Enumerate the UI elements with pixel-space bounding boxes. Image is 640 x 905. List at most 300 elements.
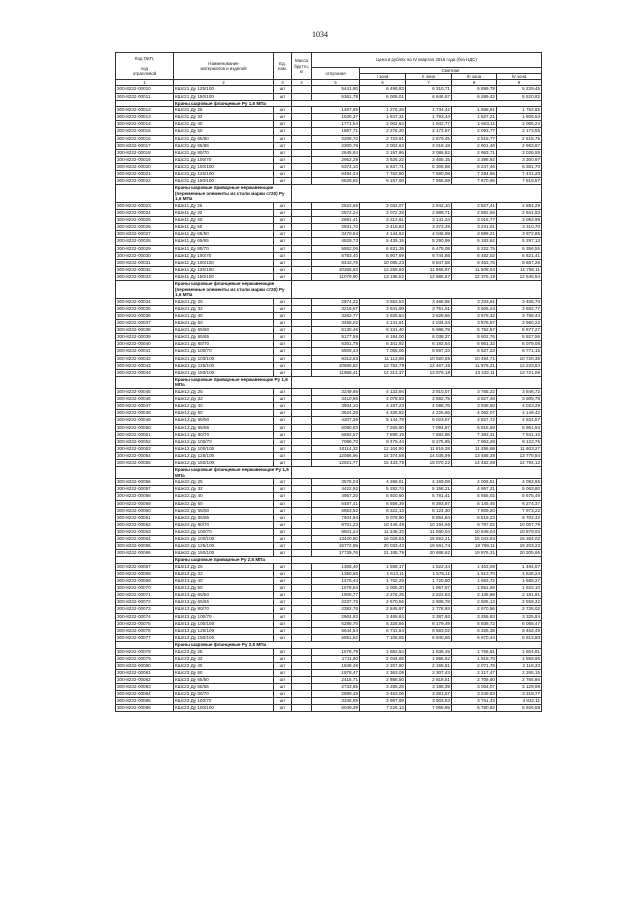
item-name: КШн11 Ду 40 <box>174 217 274 224</box>
item-mass <box>292 410 312 417</box>
item-code: 300-8232-00047 <box>116 403 174 410</box>
item-unit: шт <box>274 298 292 305</box>
item-code: 300-8232-00041 <box>116 348 174 355</box>
item-unit: шт <box>274 313 292 320</box>
price-zone-1: 1 276,26 <box>360 107 406 114</box>
item-mass <box>292 341 312 348</box>
price-zone-2: 3 982,75 <box>406 396 452 403</box>
item-code: 300-8232-00059 <box>116 500 174 507</box>
price-zone-1: 1 847,31 <box>360 114 406 121</box>
item-code: 300-8232-00043 <box>116 362 174 369</box>
item-name: КШн21 Ду 40 <box>174 313 274 320</box>
price-zone-3: 6 145,45 <box>452 500 497 507</box>
item-name: КШс23 Ду 80/70 <box>174 691 274 698</box>
price-zone-4: 10 879,03 <box>497 528 542 535</box>
table-row <box>116 259 542 266</box>
price-zone-2: 6 744,88 <box>406 252 452 259</box>
item-unit: шт <box>274 389 292 396</box>
price-zone-3: 15 043,64 <box>452 536 497 543</box>
price-estimate: 5301,78 <box>312 341 360 348</box>
price-zone-3: 3 827,48 <box>452 396 497 403</box>
item-name: КШн11 Ду 50 <box>174 224 274 231</box>
price-zone-4: 7 441,20 <box>497 171 542 178</box>
item-mass <box>292 403 312 410</box>
item-code: 300-8232-00024 <box>116 210 174 217</box>
item-name: КШн22 Ду 80/70 <box>174 521 274 528</box>
header-unit: Ед. изм. <box>274 53 292 80</box>
item-name: КШн11 Ду 150/100 <box>174 273 274 280</box>
item-code: 300-8232-00058 <box>116 493 174 500</box>
price-zone-4: 6 813,80 <box>497 634 542 641</box>
item-name: КШн11 Ду 32 <box>174 210 274 217</box>
price-zone-3: 10 494,71 <box>452 355 497 362</box>
table-row <box>116 669 542 676</box>
table-row <box>116 252 542 259</box>
item-code: 300-8232-00054 <box>116 452 174 459</box>
price-zone-2: 1 575,11 <box>406 570 452 577</box>
item-mass <box>292 121 312 128</box>
item-unit: шт <box>274 613 292 620</box>
price-zone-3: 12 375,19 <box>452 273 497 280</box>
price-zone-4: 6 066,47 <box>497 620 542 627</box>
item-mass <box>292 156 312 163</box>
price-zone-4: 2 766,86 <box>497 676 542 683</box>
price-zone-3: 18 799,11 <box>452 543 497 550</box>
price-zone-3: 11 358,98 <box>452 445 497 452</box>
price-estimate: 3459,02 <box>312 320 360 327</box>
price-estimate: 2237,75 <box>312 599 360 606</box>
price-zone-2: 4 034,34 <box>406 320 452 327</box>
price-zone-4: 3 026,55 <box>497 149 542 156</box>
item-name: КШн12 Ду 50 <box>174 410 274 417</box>
item-unit: шт <box>274 171 292 178</box>
price-estimate: 3216,67 <box>312 305 360 312</box>
item-code: 300-8232-00035 <box>116 305 174 312</box>
table-row <box>116 438 542 445</box>
price-zone-1: 12 762,79 <box>360 362 406 369</box>
item-code: 300-8232-00080 <box>116 662 174 669</box>
item-mass <box>292 298 312 305</box>
price-zone-1: 7 762,50 <box>360 171 406 178</box>
item-unit: шт <box>274 121 292 128</box>
item-unit: шт <box>274 493 292 500</box>
price-zone-3: 6 222,75 <box>452 245 497 252</box>
item-mass <box>292 273 312 280</box>
price-zone-4: 10 007,79 <box>497 521 542 528</box>
price-zone-4: 8 702,42 <box>497 514 542 521</box>
table-row <box>116 479 542 486</box>
price-zone-4: 1 494,57 <box>497 563 542 570</box>
price-zone-3: 2 882,56 <box>452 210 497 217</box>
price-estimate: 6049,39 <box>312 705 360 712</box>
price-zone-3: 2 135,98 <box>452 592 497 599</box>
item-unit: шт <box>274 606 292 613</box>
price-estimate: 2974,22 <box>312 298 360 305</box>
table-row <box>116 578 542 585</box>
price-zone-3: 11 976,21 <box>452 362 497 369</box>
table-row <box>116 171 542 178</box>
price-estimate: 1978,47 <box>312 669 360 676</box>
table-row <box>116 676 542 683</box>
price-zone-2: 3 372,49 <box>406 224 452 231</box>
price-zone-3: 7 809,20 <box>452 507 497 514</box>
price-estimate: 2899,48 <box>312 691 360 698</box>
price-estimate: 1350,56 <box>312 570 360 577</box>
section-code-cell <box>116 281 174 299</box>
price-zone-3: 3 255,83 <box>452 613 497 620</box>
item-mass <box>292 606 312 613</box>
item-name: КШн11 Ду 100/70 <box>174 252 274 259</box>
price-zone-3: 3 765,22 <box>452 389 497 396</box>
price-zone-3: 6 780,92 <box>452 705 497 712</box>
price-zone-1: 15 433,78 <box>360 459 406 466</box>
price-estimate: 6494,44 <box>312 171 360 178</box>
price-zone-2: 11 080,04 <box>406 528 452 535</box>
price-zone-4: 4 931,57 <box>497 417 542 424</box>
item-mass <box>292 135 312 142</box>
item-mass <box>292 348 312 355</box>
item-code: 300-8232-00068 <box>116 570 174 577</box>
price-estimate: 5783,40 <box>312 252 360 259</box>
item-code: 300-8232-00075 <box>116 620 174 627</box>
item-name: КШс21 Ду 150/100 <box>174 93 274 100</box>
price-zone-4: 6 381,70 <box>497 163 542 170</box>
price-zone-4: 3 960,22 <box>497 320 542 327</box>
table-row <box>116 203 542 210</box>
item-name: КШн22 Ду 65/50 <box>174 507 274 514</box>
section-title: Краны шаровые фланцевые Ру 2,5 МПа <box>174 641 292 648</box>
price-estimate: 2691,41 <box>312 217 360 224</box>
column-number: 2 <box>174 80 274 86</box>
item-mass <box>292 627 312 634</box>
price-zone-4: 2 181,91 <box>497 592 542 599</box>
price-zone-4: 2 941,83 <box>497 210 542 217</box>
price-zone-2: 4 046,99 <box>406 231 452 238</box>
item-name: КШн21 Ду 25 <box>174 298 274 305</box>
price-zone-3: 10 649,04 <box>452 528 497 535</box>
price-zone-1: 6 631,39 <box>360 245 406 252</box>
price-zone-1: 7 265,90 <box>360 424 406 431</box>
price-zone-2: 6 646,67 <box>406 93 452 100</box>
price-zone-4: 6 462,49 <box>497 627 542 634</box>
price-zone-3: 1 766,81 <box>452 648 497 655</box>
section-header-row <box>116 641 542 648</box>
item-name: КШн12 Ду 40 <box>174 403 274 410</box>
table-row <box>116 424 542 431</box>
item-mass <box>292 245 312 252</box>
price-estimate: 6963,52 <box>312 507 360 514</box>
item-unit: шт <box>274 135 292 142</box>
item-unit: шт <box>274 514 292 521</box>
price-estimate: 2904,92 <box>312 613 360 620</box>
section-code-cell <box>116 467 174 479</box>
section-code-cell <box>116 557 174 564</box>
item-name: КШп13 Ду 65/65 <box>174 599 274 606</box>
table-row <box>116 178 542 185</box>
table-row <box>116 585 542 592</box>
price-zone-3: 5 556,02 <box>452 493 497 500</box>
price-zone-1: 4 144,62 <box>360 231 406 238</box>
price-zone-3: 2 963,71 <box>452 149 497 156</box>
price-zone-4: 6 274,37 <box>497 500 542 507</box>
item-unit: шт <box>274 107 292 114</box>
price-zone-4: 7 541,10 <box>497 431 542 438</box>
price-zone-2: 8 124,30 <box>406 507 452 514</box>
item-code: 300-8232-00085 <box>116 698 174 705</box>
price-zone-1: 3 212,61 <box>360 217 406 224</box>
price-estimate: 4422,92 <box>312 486 360 493</box>
item-name: КШн22 Ду 40 <box>174 493 274 500</box>
price-zone-1: 3 415,83 <box>360 224 406 231</box>
table-row <box>116 245 542 252</box>
price-zone-4: 5 063,80 <box>497 486 542 493</box>
table-row <box>116 493 542 500</box>
table-row <box>116 543 542 550</box>
table-row <box>116 563 542 570</box>
item-code: 300-8232-00051 <box>116 431 174 438</box>
item-code: 300-8232-00076 <box>116 627 174 634</box>
price-estimate: 8701,23 <box>312 521 360 528</box>
price-estimate: 3410,96 <box>312 396 360 403</box>
price-zone-4: 3 758,44 <box>497 313 542 320</box>
item-name: КШс23 Ду 32 <box>174 655 274 662</box>
price-zone-4: 1 689,27 <box>497 578 542 585</box>
item-code: 300-8232-00046 <box>116 396 174 403</box>
price-zone-4: 9 667,26 <box>497 259 542 266</box>
price-zone-2: 1 522,44 <box>406 563 452 570</box>
section-title: Краны шаровые фланцевые Ру 1,6 МПа <box>174 100 292 107</box>
item-name: КШн12 Ду 150/100 <box>174 459 274 466</box>
item-code: 300-8232-00072 <box>116 599 174 606</box>
price-estimate: 1867,71 <box>312 128 360 135</box>
price-zone-1: 3 157,86 <box>360 149 406 156</box>
price-zone-2: 6 306,68 <box>406 163 452 170</box>
price-zone-3: 8 519,23 <box>452 514 497 521</box>
item-mass <box>292 305 312 312</box>
price-estimate: 5298,70 <box>312 620 360 627</box>
price-zone-3: 2 827,41 <box>452 203 497 210</box>
table-row <box>116 266 542 273</box>
table-row <box>116 459 542 466</box>
item-mass <box>292 313 312 320</box>
item-code: 300-8232-00014 <box>116 121 174 128</box>
price-zone-1: 7 108,65 <box>360 634 406 641</box>
price-zone-3: 6 482,02 <box>452 252 497 259</box>
price-zone-1: 6 341,92 <box>360 341 406 348</box>
price-zone-2: 3 468,85 <box>406 298 452 305</box>
item-code: 300-8232-00018 <box>116 149 174 156</box>
item-name: КШс31 Ду 80/70 <box>174 149 274 156</box>
table-row <box>116 128 542 135</box>
price-zone-1: 3 032,07 <box>360 203 406 210</box>
price-zone-3: 3 751,43 <box>452 698 497 705</box>
table-row <box>116 348 542 355</box>
item-unit: шт <box>274 320 292 327</box>
item-mass <box>292 592 312 599</box>
section-title: Краны шаровые фланцевые нержавеющие Ру 1,6 МПа <box>174 467 292 479</box>
table-row <box>116 86 542 93</box>
section-code-cell <box>116 641 174 648</box>
price-table <box>115 52 542 712</box>
item-name: КШс23 Ду 65/50 <box>174 676 274 683</box>
price-zone-1: 8 322,13 <box>360 507 406 514</box>
item-mass <box>292 424 312 431</box>
item-name: КШн11 Ду 100/100 <box>174 259 274 266</box>
item-name: КШн21 Ду 125/100 <box>174 362 274 369</box>
table-row <box>116 149 542 156</box>
price-estimate: 2522,66 <box>312 203 360 210</box>
table-row <box>116 341 542 348</box>
price-estimate: 5951,52 <box>312 634 360 641</box>
item-unit: шт <box>274 683 292 690</box>
price-zone-2: 9 847,68 <box>406 259 452 266</box>
item-unit: шт <box>274 327 292 334</box>
item-code: 300-8232-00061 <box>116 514 174 521</box>
price-zone-1: 6 637,71 <box>360 163 406 170</box>
item-unit: шт <box>274 521 292 528</box>
price-zone-2: 7 682,86 <box>406 431 452 438</box>
price-zone-1: 8 475,44 <box>360 438 406 445</box>
price-zone-1: 16 029,65 <box>360 536 406 543</box>
item-mass <box>292 128 312 135</box>
price-zone-2: 7 580,08 <box>406 171 452 178</box>
item-mass <box>292 210 312 217</box>
price-estimate: 3249,88 <box>312 389 360 396</box>
price-zone-4: 1 959,96 <box>497 655 542 662</box>
price-estimate: 2300,76 <box>312 142 360 149</box>
price-zone-3: 1 653,72 <box>452 578 497 585</box>
price-estimate: 17739,76 <box>312 550 360 557</box>
item-mass <box>292 266 312 273</box>
price-zone-4: 3 405,70 <box>497 298 542 305</box>
table-row <box>116 305 542 312</box>
table-row <box>116 403 542 410</box>
price-zone-3: 6 247,46 <box>452 163 497 170</box>
item-name: КШп13 Ду 32 <box>174 570 274 577</box>
item-name: КШп13 Ду 50 <box>174 585 274 592</box>
price-estimate: 13420,50 <box>312 536 360 543</box>
price-zone-4: 3 319,77 <box>497 691 542 698</box>
item-code: 300-8232-00060 <box>116 507 174 514</box>
price-zone-4: 12 645,54 <box>497 273 542 280</box>
section-empty-cell <box>292 641 542 648</box>
table-row <box>116 550 542 557</box>
price-zone-2: 6 310,71 <box>406 86 452 93</box>
section-empty-cell <box>292 376 542 388</box>
table-row <box>116 389 542 396</box>
item-code: 300-8232-00032 <box>116 266 174 273</box>
price-zone-1: 12 255,60 <box>360 266 406 273</box>
price-zone-2: 6 940,66 <box>406 634 452 641</box>
header-zone-4: IV зона <box>497 74 542 80</box>
price-zone-3: 14 482,09 <box>452 459 497 466</box>
section-empty-cell <box>292 185 542 203</box>
price-zone-4: 11 603,27 <box>497 445 542 452</box>
item-mass <box>292 142 312 149</box>
header-mass: Масса брутто, кг <box>292 53 312 80</box>
item-mass <box>292 698 312 705</box>
price-zone-4: 4 149,42 <box>497 410 542 417</box>
item-code: 300-8232-00053 <box>116 445 174 452</box>
item-code: 300-8232-00078 <box>116 648 174 655</box>
item-name: КШн11 Ду 25 <box>174 203 274 210</box>
price-zone-3: 7 284,56 <box>452 171 497 178</box>
price-zone-2: 1 996,52 <box>406 655 452 662</box>
item-mass <box>292 149 312 156</box>
item-code: 300-8232-00050 <box>116 424 174 431</box>
item-code: 300-8232-00065 <box>116 543 174 550</box>
price-zone-1: 9 078,90 <box>360 514 406 521</box>
item-unit: шт <box>274 620 292 627</box>
column-number: 4 <box>292 80 312 86</box>
price-estimate: 12921,77 <box>312 459 360 466</box>
price-zone-2: 6 897,33 <box>406 348 452 355</box>
price-estimate: 1475,44 <box>312 578 360 585</box>
item-code: 300-8232-00033 <box>116 273 174 280</box>
price-zone-3: 6 289,42 <box>452 93 497 100</box>
item-code: 300-8232-00036 <box>116 313 174 320</box>
price-estimate: 2572,24 <box>312 210 360 217</box>
item-unit: шт <box>274 348 292 355</box>
price-zone-2: 3 465,15 <box>406 156 452 163</box>
price-estimate: 5441,90 <box>312 86 360 93</box>
price-zone-2: 6 179,49 <box>406 620 452 627</box>
price-zone-1: 2 207,80 <box>360 662 406 669</box>
price-zone-1: 11 348,33 <box>360 528 406 535</box>
price-zone-2: 19 561,74 <box>406 543 452 550</box>
item-mass <box>292 486 312 493</box>
section-empty-cell <box>292 557 542 564</box>
item-code: 300-8232-00045 <box>116 389 174 396</box>
price-zone-2: 2 679,45 <box>406 135 452 142</box>
price-zone-3: 6 326,38 <box>452 627 497 634</box>
table-row <box>116 396 542 403</box>
column-number: 9 <box>497 80 542 86</box>
price-zone-1: 3 841,99 <box>360 305 406 312</box>
item-code: 300-8232-00019 <box>116 156 174 163</box>
price-zone-1: 20 033,43 <box>360 543 406 550</box>
price-zone-3: 19 876,31 <box>452 550 497 557</box>
price-zone-1: 10 446,49 <box>360 521 406 528</box>
price-zone-1: 2 670,56 <box>360 599 406 606</box>
item-unit: шт <box>274 149 292 156</box>
price-zone-2: 5 290,99 <box>406 238 452 245</box>
price-zone-3: 3 876,67 <box>452 320 497 327</box>
item-mass <box>292 479 312 486</box>
table-row <box>116 599 542 606</box>
item-code: 300-8232-00025 <box>116 217 174 224</box>
item-unit: шт <box>274 563 292 570</box>
item-mass <box>292 217 312 224</box>
price-zone-2: 4 169,08 <box>406 479 452 486</box>
price-zone-2: 1 957,57 <box>406 585 452 592</box>
price-zone-2: 3 903,63 <box>406 698 452 705</box>
price-zone-4: 19 203,23 <box>497 543 542 550</box>
price-zone-4: 2 559,32 <box>497 599 542 606</box>
price-estimate: 5552,06 <box>312 245 360 252</box>
price-zone-1: 1 613,11 <box>360 570 406 577</box>
price-estimate: 11965,41 <box>312 369 360 376</box>
item-mass <box>292 334 312 341</box>
item-unit: шт <box>274 655 292 662</box>
price-zone-3: 3 605,24 <box>452 305 497 312</box>
price-zone-1: 8 157,66 <box>360 178 406 185</box>
section-title: Краны шаровые фланцевые нержавеющие (переменные элементы из стали марки ст20) Ру 1,6 МПа <box>174 281 292 299</box>
item-unit: шт <box>274 528 292 535</box>
item-code: 300-8232-00037 <box>116 320 174 327</box>
price-zone-2: 2 155,81 <box>406 662 452 669</box>
item-unit: шт <box>274 592 292 599</box>
